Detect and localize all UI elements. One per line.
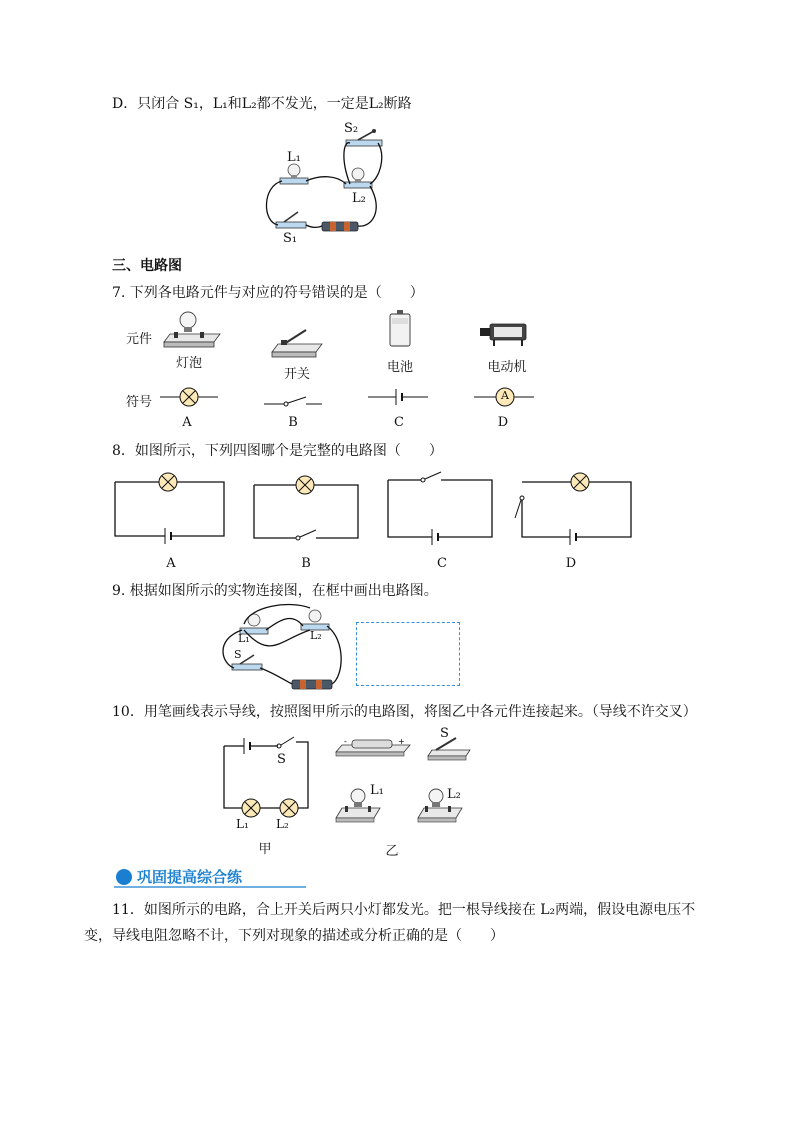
label-s1: S₁ [283, 231, 298, 246]
q8-option-a: A [166, 556, 176, 571]
q10b-label-s: S [440, 726, 449, 741]
q11-line2: 变，导线电阻忽略不计，下列对现象的描述或分析正确的是（ ） [84, 928, 504, 944]
q7-row-component-label: 元件 [126, 332, 153, 347]
q10-label-s: S [277, 752, 286, 767]
banner-dot-icon [116, 869, 132, 885]
q8-option-c: C [437, 556, 447, 571]
q9-label-l1: L₁ [238, 632, 250, 645]
q7-stem: 7. 下列各电路元件与对应的符号错误的是（ ） [112, 285, 424, 301]
q11-line1: 11．如图所示的电路，合上开关后两只小灯都发光。把一根导线接在 L₂两端，假设电源电压不 [112, 902, 696, 918]
q8-stem: 8．如图所示，下列四图哪个是完整的电路图（ ） [112, 443, 443, 459]
q9-label-s: S [234, 648, 242, 661]
q7-row-symbol-label: 符号 [126, 395, 153, 410]
q8-option-d: D [565, 556, 577, 571]
ammeter-letter: A [501, 389, 509, 402]
label-l1: L₁ [287, 150, 301, 165]
svg-text:-: - [344, 737, 347, 746]
q7-option-b: B [288, 415, 298, 430]
section-banner-title: 巩固提高综合练 [137, 868, 243, 886]
q8-option-b: B [301, 556, 311, 571]
label-l2: L₂ [352, 191, 366, 206]
q10-label-l2: L₂ [276, 817, 289, 831]
q7-component-3: 电动机 [487, 360, 527, 375]
svg-text:+: + [398, 737, 405, 746]
q10b-label-l2: L₂ [447, 787, 461, 802]
q7-component-0: 灯泡 [175, 356, 203, 371]
section-title: 三、电路图 [112, 258, 182, 274]
caption-yi: 乙 [385, 844, 399, 859]
q9-label-l2: L₂ [310, 629, 322, 642]
battery-holder-icon [336, 737, 410, 756]
q7-component-2: 电池 [386, 360, 414, 375]
q10b-label-l1: L₁ [370, 783, 384, 798]
q7-option-a: A [182, 415, 192, 430]
q6-option-d: D．只闭合 S₁，L₁和L₂都不发光，一定是L₂断路 [112, 96, 412, 112]
label-s2: S₂ [344, 121, 359, 136]
q9-stem: 9. 根据如图所示的实物连接图，在框中画出电路图。 [112, 583, 438, 599]
q10-label-l1: L₁ [236, 817, 249, 831]
q7-component-1: 开关 [283, 367, 311, 382]
q10-stem: 10．用笔画线表示导线，按照图甲所示的电路图，将图乙中各元件连接起来。（导线不许交叉） [112, 704, 697, 720]
caption-jia: 甲 [258, 842, 272, 857]
q7-option-d: D [497, 415, 509, 430]
q7-option-c: C [394, 415, 404, 430]
switch-component-icon [428, 738, 470, 760]
